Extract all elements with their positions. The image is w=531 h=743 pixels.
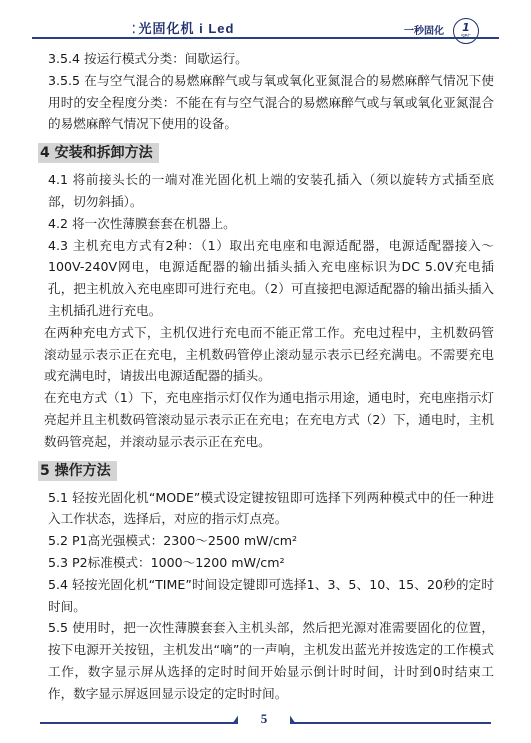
paragraph-5-1: 5.1 轻按光固化机“MODE”模式设定键按钮即可选择下列两种模式中的任一种进入工作状态，选择后，对应的指示灯点亮。 [48, 489, 494, 527]
paragraph-4-2: 4.2 将一次性薄膜套套在机器上。 [48, 215, 236, 231]
section-4-heading: 4 安装和拆卸方法 [38, 143, 159, 163]
document-body [38, 48, 494, 705]
brand-title [132, 18, 234, 37]
header-slogan: 一秒固化 [404, 26, 444, 37]
header-rule [32, 37, 499, 39]
paragraph-5-5: 5.5 使用时，把一次性薄膜套套入主机头部，然后把光源对准需要固化的位置，按下电源开关按钮，主机发出“嘀”的一声响，主机发出蓝光并按选定的工作模式工作，数字显示屏从选择的定时时间开始显示倒计时时间，计时到0时结束工作，数字显示屏返回显示设定的定时时间。 [48, 620, 494, 701]
page-footer [0, 702, 531, 730]
brand-mark-icon: ⁚ [132, 24, 137, 36]
paragraph-4-3: 4.3 主机充电方式有2种：（1）取出充电座和电源适配器，电源适配器接入～100V-240V网电，电源适配器的输出插头插入充电座标识为DC 5.0V充电插孔，把主机放入充电座即可进行充电。（2）可直接把电源适配器的输出插头插入主机插孔进行充电。 [48, 237, 494, 318]
paragraph-charge-method-1: 在充电方式（1）下，充电座指示灯仅作为通电指示用途，通电时，充电座指示灯亮起并且主机数码管滚动显示表示正在充电；在充电方式（2）下，通电时，主机数码管亮起，并滚动显示表示正在充电。 [44, 390, 494, 449]
paragraph-charge-modes: 在两种充电方式下，主机仅进行充电而不能正常工作。充电过程中，主机数码管滚动显示表示正在充电，主机数码管停止滚动显示表示已经充满电。不需要充电或充满电时，请拔出电源适配器的插头。 [44, 324, 494, 384]
paragraph-3-5-4: 3.5.4 按运行模式分类：间歇运行。 [48, 51, 248, 66]
page-number: 5 [238, 710, 290, 728]
paragraph-5-3: 5.3 P2标准模式：1000～1200 mW/cm² [48, 554, 285, 570]
paragraph-4-1: 4.1 将前接头长的一端对准光固化机上端的安装孔插入（须以旋转方式插至底部，切勿斜插）。 [48, 172, 494, 209]
one-second-badge-icon [453, 18, 479, 44]
brand-text: 光固化机 i Led [138, 21, 235, 36]
badge-number: 1 [462, 21, 470, 34]
page-header [0, 0, 531, 46]
section-5-heading: 5 操作方法 [38, 461, 117, 481]
paragraph-5-2: 5.2 P1高光强模式：2300～2500 mW/cm² [48, 533, 298, 549]
paragraph-3-5-5: 3.5.5 在与空气混合的易燃麻醉气或与氧或氧化亚氮混合的易燃麻醉气情况下使用时的安全程度分类：不能在有与空气混合的易燃麻醉气或与氧或氧化亚氮混合的易燃麻醉气情况下使用的设备。 [48, 72, 494, 132]
paragraph-5-4: 5.4 轻按光固化机“TIME”时间设定键即可选择1、3、5、10、15、20秒的定时时间。 [48, 576, 494, 614]
